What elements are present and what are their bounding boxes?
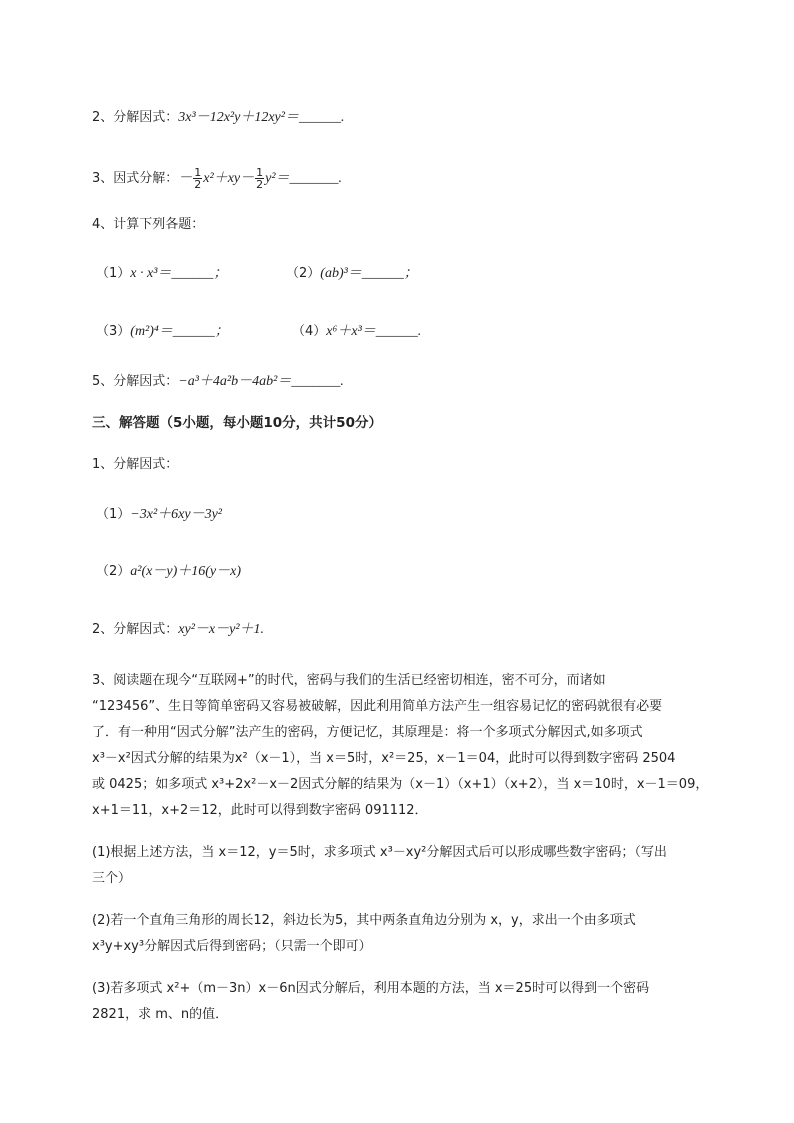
sub-question-3 bbox=[92, 976, 752, 1028]
solve-question-2 bbox=[92, 620, 264, 640]
part-label: （2） bbox=[286, 266, 321, 281]
passage-line: 了．有一种用“因式分解”法产生的密码，方便记忆，其原理是：将一个多项式分解因式,如多项式 bbox=[92, 725, 643, 740]
fill-question-4-part-1 bbox=[96, 264, 227, 284]
math-expression: x²＋xy－ bbox=[203, 171, 255, 186]
fill-question-4-part-4 bbox=[292, 322, 421, 342]
fill-question-2 bbox=[92, 108, 344, 128]
solve-question-1-part-2 bbox=[96, 562, 241, 582]
sub-question-line: (1)根据上述方法，当 x＝12，y＝5时，求多项式 x³－xy²分解因式后可以形成哪些数字密码；（写出 bbox=[92, 845, 667, 860]
minus-sign: － bbox=[178, 171, 193, 186]
passage-line: “123456”、生日等简单密码又容易被破解，因此利用简单方法产生一组容易记忆的密码就很有必要 bbox=[92, 699, 663, 714]
fraction-one-half bbox=[193, 167, 202, 190]
sub-question-2 bbox=[92, 908, 752, 960]
math-expression: −a³＋4a²b－4ab²＝_______. bbox=[178, 374, 344, 389]
passage-line: x³－x²因式分解的结果为x²（x－1），当 x＝5时，x²＝25，x－1＝04，此时可以得到数字密码 2504 bbox=[92, 751, 676, 766]
fill-question-4-title: 4、计算下列各题： bbox=[92, 217, 205, 232]
math-expression: x⁶＋x³＝______. bbox=[326, 324, 422, 339]
fraction-denominator: 2 bbox=[256, 178, 264, 191]
part-label: （4） bbox=[292, 324, 327, 339]
question-prefix: 3、因式分解： bbox=[92, 171, 179, 186]
part-label: （2） bbox=[96, 564, 131, 579]
fraction-numerator: 1 bbox=[194, 166, 202, 179]
sub-question-line: x³y+xy³分解因式后得到密码；（只需一个即可） bbox=[92, 939, 372, 954]
part-label: （1） bbox=[96, 266, 131, 281]
reading-passage bbox=[92, 668, 752, 824]
math-expression: x · x³＝______； bbox=[130, 266, 228, 281]
sub-question-line: (2)若一个直角三角形的周长12，斜边长为5，其中两条直角边分别为 x，y，求出一个由多项式 bbox=[92, 913, 636, 928]
fill-question-3 bbox=[92, 166, 342, 192]
section-heading: 三、解答题（5小题，每小题10分，共计50分） bbox=[92, 415, 382, 431]
question-prefix: 2、分解因式： bbox=[92, 622, 179, 637]
fraction-numerator: 1 bbox=[256, 166, 264, 179]
question-prefix: 2、分解因式： bbox=[92, 110, 179, 125]
math-expression: y²＝_______. bbox=[265, 171, 343, 186]
fill-question-4-part-2 bbox=[286, 264, 418, 284]
fill-question-5 bbox=[92, 372, 344, 392]
solve-question-1-part-1 bbox=[96, 505, 222, 525]
passage-line: x+1＝11，x+2＝12，此时可以得到数字密码 091112． bbox=[92, 803, 428, 818]
sub-question-line: 2821，求 m、n的值． bbox=[92, 1007, 229, 1022]
sub-question-1 bbox=[92, 840, 752, 892]
question-prefix: 5、分解因式： bbox=[92, 374, 179, 389]
math-expression: a²(x－y)＋16(y－x) bbox=[130, 564, 241, 579]
math-expression: xy²－x－y²＋1. bbox=[178, 622, 265, 637]
passage-line: 或 0425；如多项式 x³+2x²－x－2因式分解的结果为（x－1）（x+1）（x+2），当 x＝10时，x－1＝09， bbox=[92, 777, 709, 792]
fraction-denominator: 2 bbox=[194, 178, 202, 191]
math-expression: −3x²＋6xy－3y² bbox=[130, 507, 222, 522]
part-label: （1） bbox=[96, 507, 131, 522]
sub-question-line: (3)若多项式 x²+（m－3n）x－6n因式分解后，利用本题的方法，当 x＝25时可以得到一个密码 bbox=[92, 981, 650, 996]
passage-line: 3、阅读题在现今“互联网+”的时代，密码与我们的生活已经密切相连，密不可分，而诸如 bbox=[92, 673, 606, 688]
math-expression: (ab)³＝______； bbox=[320, 266, 418, 281]
math-expression: (m²)⁴＝______； bbox=[130, 324, 229, 339]
fill-question-4-part-3 bbox=[96, 322, 229, 342]
fraction-one-half bbox=[255, 167, 264, 190]
solve-question-1-title: 1、分解因式： bbox=[92, 457, 179, 472]
sub-question-line: 三个） bbox=[92, 871, 132, 886]
math-expression: 3x³－12x²y＋12xy²＝______. bbox=[178, 110, 345, 125]
part-label: （3） bbox=[96, 324, 131, 339]
